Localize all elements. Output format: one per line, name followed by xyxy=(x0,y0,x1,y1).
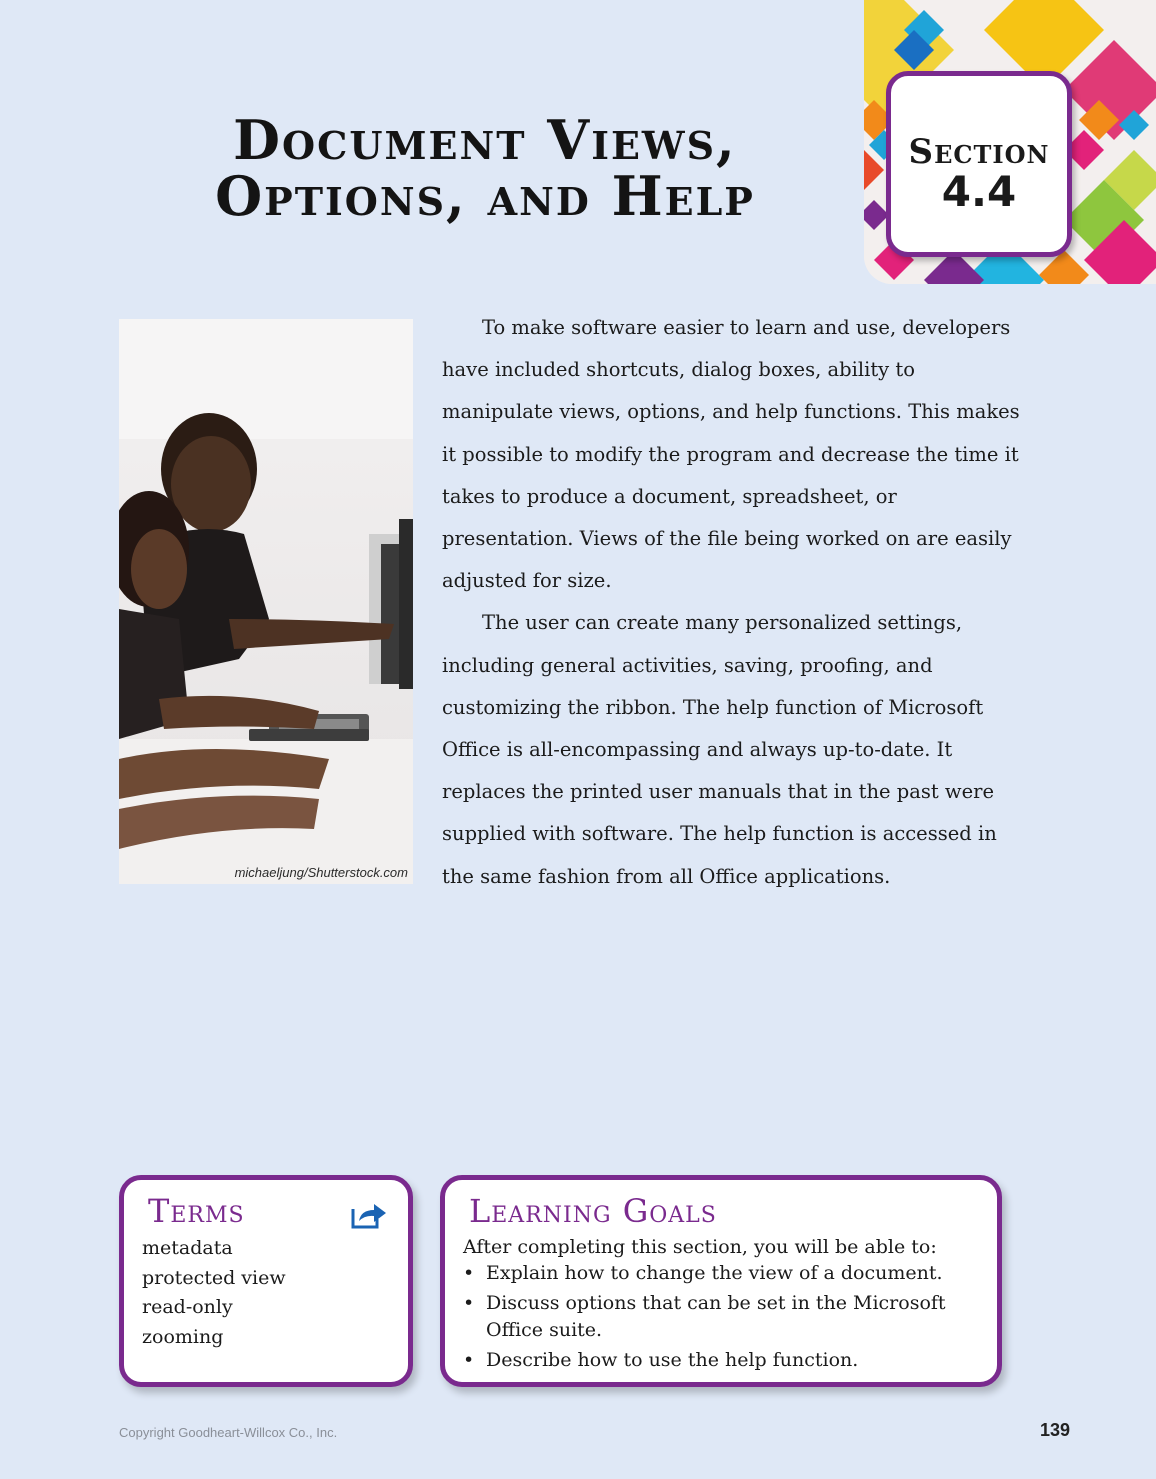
page-title-line-1: Document Views, xyxy=(233,108,737,172)
goal-item xyxy=(463,1290,983,1343)
bullet-icon: • xyxy=(463,1292,475,1314)
term-item: metadata xyxy=(142,1237,233,1259)
terms-list xyxy=(142,1234,286,1352)
section-label: Section xyxy=(908,132,1050,172)
term-item: protected view xyxy=(142,1266,286,1289)
goals-title: Learning Goals xyxy=(469,1192,717,1230)
learning-goals-box xyxy=(440,1175,1002,1387)
terms-title: Terms xyxy=(148,1192,245,1230)
goal-text: Discuss options that can be set in the Microsoft Office suite. xyxy=(486,1292,946,1341)
section-number: 4.4 xyxy=(941,167,1017,216)
bullet-icon: • xyxy=(463,1348,475,1371)
bullet-icon: • xyxy=(463,1262,475,1284)
page-number: 139 xyxy=(1040,1420,1071,1440)
goals-list xyxy=(463,1260,983,1377)
section-badge xyxy=(886,71,1072,257)
share-icon[interactable] xyxy=(350,1200,388,1234)
students-computer-photo xyxy=(119,319,413,884)
goal-text: Describe how to use the help function. xyxy=(486,1348,859,1371)
page-title xyxy=(160,108,810,228)
body-paragraph-2: The user can create many personalized settings, including general activities, saving, proofing, and customizing the ribbon. The help function of Microsoft Office is all-encompassing and always up-to-date. It replaces the printed user manuals that in the past were supplied with software. The help function is accessed in the same fashion from all Office applications. xyxy=(442,611,997,888)
goal-text: Explain how to change the view of a document. xyxy=(486,1262,943,1284)
body-paragraph-1: To make software easier to learn and use, developers have included shortcuts, dialog boxes, ability to manipulate views, options, and help functions. This makes it possible to modify the program and decrease the time it takes to produce a document, spreadsheet, or presentation. Views of the file being worked on are easily adjusted for size. xyxy=(442,316,1020,593)
photo-illustration xyxy=(119,319,413,884)
body-text xyxy=(442,307,1022,898)
copyright-notice: Copyright Goodheart-Willcox Co., Inc. xyxy=(119,1425,338,1440)
term-item: zooming xyxy=(142,1325,224,1348)
term-item: read-only xyxy=(142,1296,233,1318)
goal-item xyxy=(463,1347,983,1374)
terms-box xyxy=(119,1175,413,1387)
photo-credit: michaeljung/Shutterstock.com xyxy=(234,865,408,880)
goals-intro: After completing this section, you will be able to: xyxy=(463,1236,937,1258)
goal-item xyxy=(463,1260,983,1287)
page-title-line-2: Options, and Help xyxy=(215,164,755,228)
